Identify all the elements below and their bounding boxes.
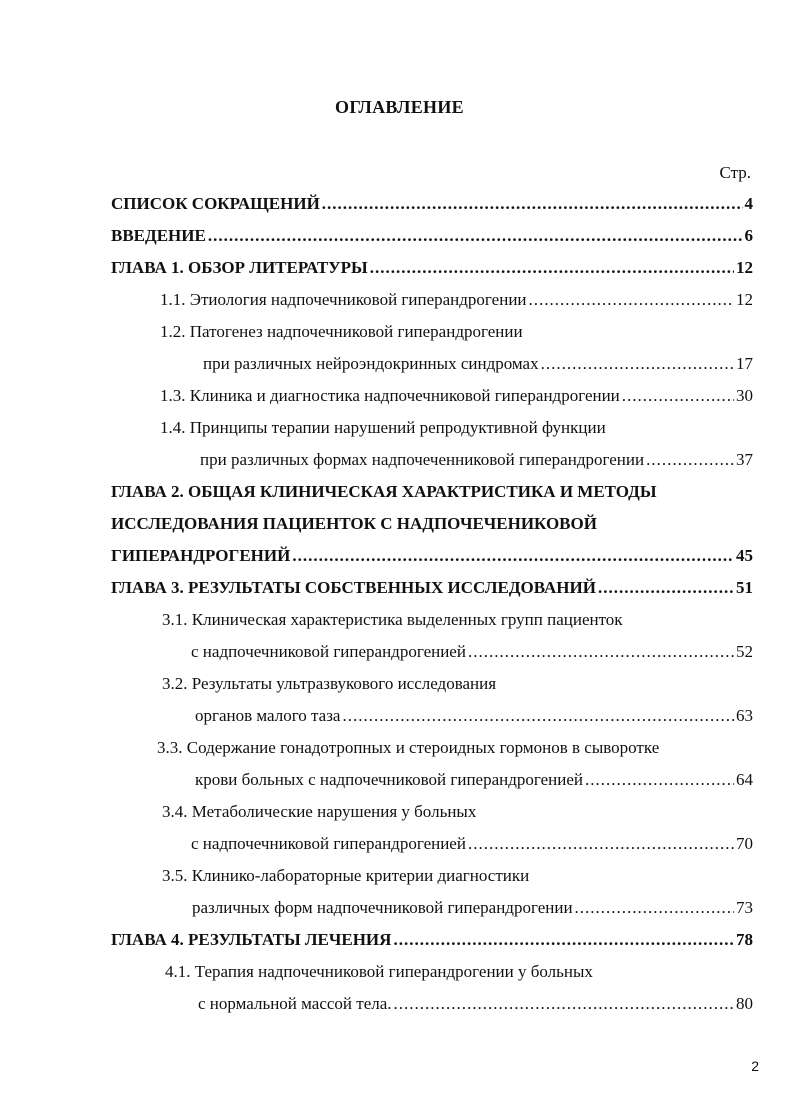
dot-leader (529, 290, 734, 310)
toc-entry[interactable] (111, 194, 753, 218)
toc-entry-page: 63 (736, 706, 753, 725)
toc-entry-page: 37 (736, 450, 753, 469)
dot-leader (598, 578, 734, 598)
toc-entry[interactable] (111, 258, 753, 282)
toc-entry-text: 3.3. Содержание гонадотропных и стероидных гормонов в сыворотке (157, 738, 660, 757)
toc-entry-text: 1.4. Принципы терапии нарушений репродуктивной функции (160, 418, 606, 437)
toc-entry-page: 30 (736, 386, 753, 405)
dot-leader (208, 226, 743, 246)
toc-entry-text: при различных нейроэндокринных синдромах (203, 354, 539, 373)
toc-entry[interactable] (203, 354, 753, 378)
toc-entry-text: 3.4. Метаболические нарушения у больных (162, 802, 477, 821)
toc-entry-page: 51 (736, 578, 753, 597)
toc-entry-text: с надпочечниковой гиперандрогенией (191, 642, 466, 661)
toc-entry-page: 12 (736, 258, 753, 277)
toc-entry[interactable] (195, 706, 753, 730)
toc-entry-page: 12 (736, 290, 753, 309)
toc-entry-text: 1.1. Этиология надпочечниковой гиперандрогении (160, 290, 527, 309)
toc-entry-text: с нормальной массой тела. (198, 994, 392, 1013)
dot-leader (393, 930, 734, 950)
dot-leader (370, 258, 734, 278)
toc-entry-text: 1.3. Клиника и диагностика надпочечниковой гиперандрогении (160, 386, 620, 405)
toc-entry-page: 17 (736, 354, 753, 373)
toc-entry[interactable] (191, 834, 753, 858)
dot-leader (541, 354, 734, 374)
pages-column-label: Стр. (719, 163, 751, 182)
dot-leader (622, 386, 734, 406)
toc-entry[interactable] (111, 578, 753, 602)
toc-entry-text: 4.1. Терапия надпочечниковой гиперандрогении у больных (165, 962, 593, 981)
toc-entry-text: ГЛАВА 3. РЕЗУЛЬТАТЫ СОБСТВЕННЫХ ИССЛЕДОВАНИЙ (111, 578, 596, 597)
toc-entry[interactable] (160, 418, 606, 442)
toc-entry-page: 45 (736, 546, 753, 565)
toc-entry-text: с надпочечниковой гиперандрогенией (191, 834, 466, 853)
dot-leader (292, 546, 734, 566)
toc-entry[interactable] (162, 610, 623, 634)
toc-entry-text: 1.2. Патогенез надпочечниковой гиперандрогении (160, 322, 523, 341)
toc-entry[interactable] (200, 450, 753, 474)
toc-entry-text: органов малого таза (195, 706, 341, 725)
toc-entry-text: ИССЛЕДОВАНИЯ ПАЦИЕНТОК С НАДПОЧЕЧЕНИКОВОЙ (111, 514, 597, 533)
toc-entry[interactable] (111, 226, 753, 250)
dot-leader (394, 994, 734, 1014)
toc-entry-page: 4 (744, 194, 753, 213)
toc-entry-text: СПИСОК СОКРАЩЕНИЙ (111, 194, 320, 213)
dot-leader (468, 642, 734, 662)
toc-entry-page: 73 (736, 898, 753, 917)
toc-entry[interactable] (162, 802, 476, 826)
toc-entry-text: ГЛАВА 1. ОБЗОР ЛИТЕРАТУРЫ (111, 258, 368, 277)
toc-entry[interactable] (160, 290, 753, 314)
toc-entry-page: 80 (736, 994, 753, 1013)
dot-leader (322, 194, 743, 214)
toc-entry-page: 6 (744, 226, 753, 245)
toc-entry-page: 64 (736, 770, 753, 789)
toc-entry-text: ГЛАВА 2. ОБЩАЯ КЛИНИЧЕСКАЯ ХАРАКТРИСТИКА И МЕТОДЫ (111, 482, 657, 501)
toc-entry-text: 3.2. Результаты ультразвукового исследования (162, 674, 497, 693)
toc-entry[interactable] (191, 642, 753, 666)
dot-leader (468, 834, 734, 854)
dot-leader (575, 898, 734, 918)
dot-leader (646, 450, 734, 470)
toc-entry[interactable] (157, 738, 659, 762)
toc-entry[interactable] (111, 930, 753, 954)
toc-entry-page: 78 (736, 930, 753, 949)
toc-entry-text: ГЛАВА 4. РЕЗУЛЬТАТЫ ЛЕЧЕНИЯ (111, 930, 392, 949)
toc-title: ОГЛАВЛЕНИЕ (335, 97, 464, 117)
toc-entry[interactable] (160, 322, 523, 346)
toc-entry-text: ГИПЕРАНДРОГЕНИЙ (111, 546, 291, 565)
toc-entry[interactable] (162, 674, 496, 698)
page-number: 2 (751, 1058, 759, 1074)
toc-entry-page: 70 (736, 834, 753, 853)
toc-entry-text: ВВЕДЕНИЕ (111, 226, 206, 245)
toc-entry-text: различных форм надпочечниковой гиперандрогении (192, 898, 573, 917)
toc-entry-text: крови больных с надпочечниковой гиперандрогенией (195, 770, 584, 789)
dot-leader (585, 770, 734, 790)
toc-entry[interactable] (192, 898, 753, 922)
toc-entry[interactable] (111, 482, 657, 506)
toc-entry-text: 3.5. Клинико-лабораторные критерии диагностики (162, 866, 530, 885)
toc-entry[interactable] (160, 386, 753, 410)
toc-entry-page: 52 (736, 642, 753, 661)
dot-leader (342, 706, 734, 726)
toc-entry[interactable] (111, 546, 753, 570)
toc-entry[interactable] (165, 962, 593, 986)
toc-entry[interactable] (195, 770, 753, 794)
toc-entry-text: при различных формах надпочеченниковой гиперандрогении (200, 450, 645, 469)
toc-entry-text: 3.1. Клиническая характеристика выделенных групп пациенток (162, 610, 623, 629)
toc-entry[interactable] (162, 866, 529, 890)
toc-entry[interactable] (198, 994, 753, 1018)
toc-entry[interactable] (111, 514, 597, 538)
